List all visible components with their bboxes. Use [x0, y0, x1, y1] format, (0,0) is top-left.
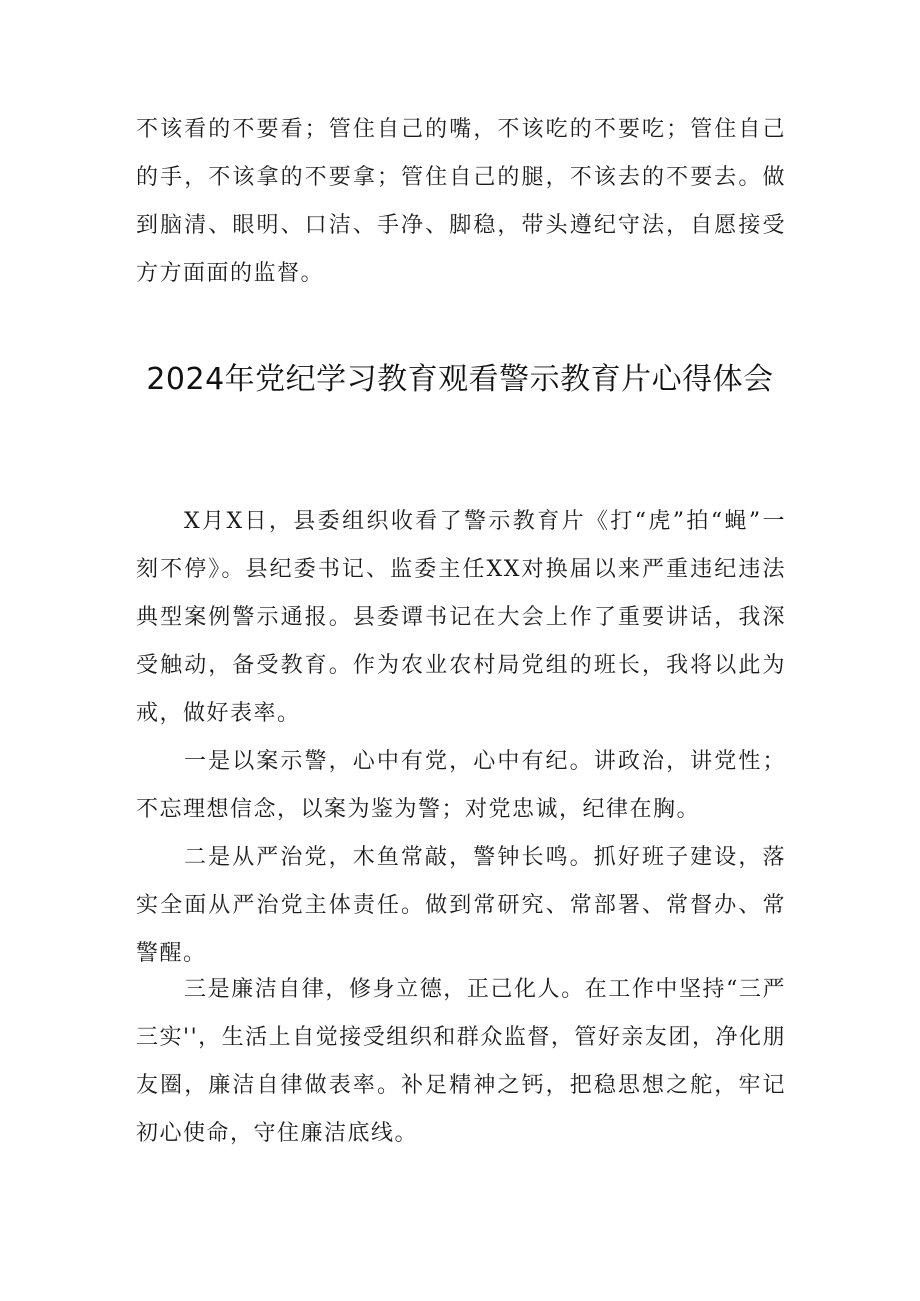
document-title: 2024年党纪学习教育观看警示教育片心得体会	[146, 362, 774, 397]
intro-paragraph: 不该看的不要看；管住自己的嘴，不该吃的不要吃；管住自己的手，不该拿的不要拿；管住自己的腿，不该去的不要去。做到脑清、眼明、口洁、手净、脚稳，带头遵纪守法，自愿接受方方面面的监督。	[136, 117, 786, 286]
body-paragraph-3: 二是从严治党，木鱼常敲，警钟长鸣。抓好班子建设，落实全面从严治党主体责任。做到常研究、常部署、常督办、常警醒。	[136, 845, 786, 966]
body-paragraph-2: 一是以案示警，心中有党，心中有纪。讲政治，讲党性；不忘理想信念，以案为鉴为警；对党忠诚，纪律在胸。	[136, 749, 786, 822]
body-paragraph-1: X月X日，县委组织收看了警示教育片《打“虎”拍“蝇”一刻不停》。县纪委书记、监委主任XX对换届以来严重违纪违法典型案例警示通报。县委谭书记在大会上作了重要讲话，我深受触动，备受教育。作为农业农村局党组的班长，我将以此为戒，做好表率。	[136, 509, 786, 726]
body-paragraph-4: 三是廉洁自律，修身立德，正己化人。在工作中坚持“三严三实''，生活上自觉接受组织和群众监督，管好亲友团，净化朋友圈，廉洁自律做表率。补足精神之钙，把稳思想之舵，牢记初心使命，守住廉洁底线。	[136, 977, 786, 1146]
